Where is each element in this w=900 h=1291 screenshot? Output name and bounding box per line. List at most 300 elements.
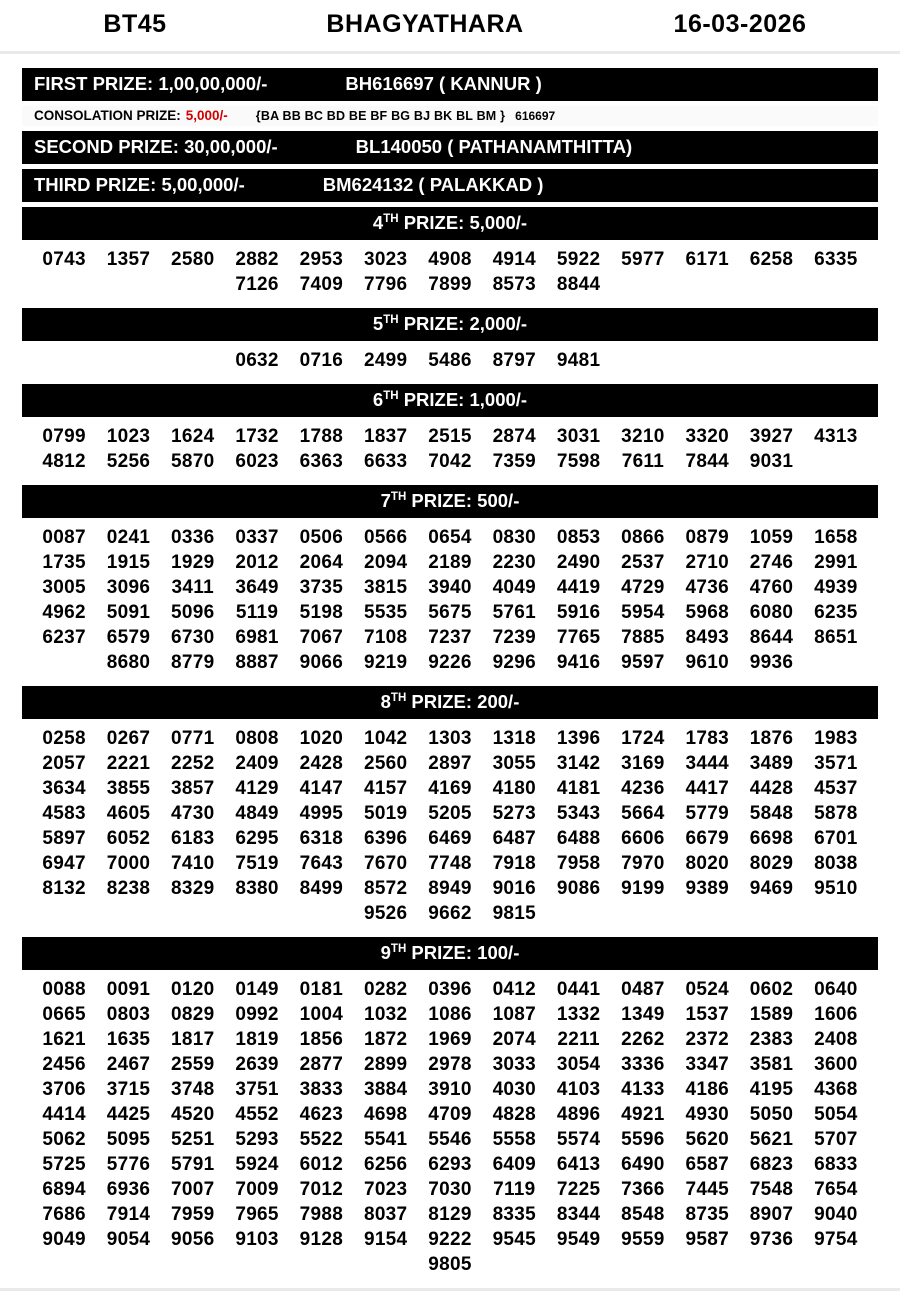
prize-number: 4939	[814, 577, 858, 598]
fourth-prize-ordinal: 4	[372, 212, 384, 233]
sixth-prize-block	[22, 384, 878, 475]
prize-number: 5119	[235, 602, 279, 623]
prize-number: 1624	[171, 426, 215, 447]
prize-number: 3715	[106, 1079, 151, 1100]
prize-number: 5251	[171, 1129, 215, 1150]
prize-number: 8344	[556, 1204, 601, 1225]
prize-number: 5707	[814, 1129, 858, 1150]
prize-number: 6237	[42, 627, 86, 648]
prize-number: 8907	[749, 1204, 794, 1225]
prize-number: 7067	[299, 627, 344, 648]
fifth-prize-ordinal: 5	[372, 313, 384, 334]
prize-number: 9296	[492, 652, 537, 673]
prize-number: 8380	[235, 878, 279, 899]
prize-number: 7108	[363, 627, 408, 648]
grid-spacer	[190, 350, 196, 372]
prize-number: 4914	[492, 249, 537, 270]
prize-number: 2211	[557, 1029, 600, 1050]
prize-number: 0396	[428, 979, 472, 1000]
prize-number: 0149	[235, 979, 279, 1000]
prize-number: 6363	[299, 451, 344, 472]
prize-number: 3735	[299, 577, 344, 598]
prize-number: 4698	[363, 1104, 408, 1125]
prize-number: 7885	[621, 627, 665, 648]
prize-number: 7000	[106, 853, 151, 874]
prize-number: 5486	[428, 350, 472, 371]
prize-number: 0879	[685, 527, 729, 548]
prize-number: 3884	[363, 1079, 408, 1100]
prize-number: 2882	[235, 249, 279, 270]
prize-number: 3571	[814, 753, 858, 774]
prize-number: 9086	[556, 878, 601, 899]
prize-number: 2372	[685, 1029, 729, 1050]
prize-number: 0803	[106, 1004, 151, 1025]
prize-number: 5621	[749, 1129, 794, 1150]
prize-number: 2428	[299, 753, 344, 774]
prize-number: 8493	[685, 627, 729, 648]
prize-number: 6701	[814, 828, 858, 849]
prize-number: 7126	[235, 274, 279, 295]
prize-number: 3169	[621, 753, 665, 774]
prize-number: 9031	[749, 451, 794, 472]
prize-number: 2559	[171, 1054, 215, 1075]
seventh-prize-ordinal-suffix: TH	[390, 490, 407, 503]
prize-number: 5968	[685, 602, 729, 623]
prize-number: 0632	[235, 350, 279, 371]
prize-number: 8680	[106, 652, 151, 673]
prize-number: 7796	[363, 274, 408, 295]
prize-number: 6487	[492, 828, 537, 849]
prize-number: 9610	[685, 652, 729, 673]
prize-number: 1735	[42, 552, 86, 573]
prize-number: 2874	[492, 426, 537, 447]
prize-number: 3005	[42, 577, 86, 598]
prize-number: 5535	[363, 602, 408, 623]
prize-number: 1318	[492, 728, 537, 749]
fifth-prize-numbers	[22, 346, 878, 374]
prize-number: 5916	[556, 602, 601, 623]
prize-number: 6335	[814, 249, 858, 270]
prize-number: 4623	[299, 1104, 344, 1125]
prize-number: 6183	[171, 828, 215, 849]
prize-number: 6587	[685, 1154, 729, 1175]
third-prize-bar	[22, 169, 878, 202]
prize-number: 9754	[814, 1229, 858, 1250]
prize-number: 1023	[106, 426, 151, 447]
prize-number: 8644	[749, 627, 794, 648]
prize-number: 4313	[814, 426, 858, 447]
prize-number: 5725	[42, 1154, 86, 1175]
prize-number: 4896	[556, 1104, 601, 1125]
prize-number: 9222	[428, 1229, 472, 1250]
prize-number: 5050	[749, 1104, 794, 1125]
prize-number: 3336	[621, 1054, 665, 1075]
grid-spacer	[190, 903, 196, 925]
prize-number: 9736	[749, 1229, 794, 1250]
prize-number: 1349	[621, 1004, 665, 1025]
prize-number: 5091	[106, 602, 151, 623]
first-prize-winner: BH616697 ( KANNUR )	[345, 73, 542, 94]
prize-number: 5293	[235, 1129, 279, 1150]
prize-number: 6469	[428, 828, 472, 849]
prize-number: 1357	[106, 249, 151, 270]
prize-number: 3855	[106, 778, 151, 799]
prize-number: 7009	[235, 1179, 279, 1200]
prize-number: 4729	[621, 577, 665, 598]
grid-spacer	[319, 903, 325, 925]
sixth-prize-numbers	[22, 422, 878, 475]
prize-number: 5273	[492, 803, 537, 824]
prize-number: 0241	[106, 527, 151, 548]
prize-number: 1837	[363, 426, 408, 447]
prize-number: 5779	[685, 803, 729, 824]
prize-number: 3054	[556, 1054, 601, 1075]
prize-number: 0487	[621, 979, 665, 1000]
prize-number: 6052	[106, 828, 151, 849]
prize-number: 9016	[492, 878, 537, 899]
prize-number: 8887	[235, 652, 279, 673]
prize-number: 8844	[556, 274, 601, 295]
prize-number: 6295	[235, 828, 279, 849]
prize-number: 2189	[428, 552, 472, 573]
prize-number: 9199	[621, 878, 665, 899]
prize-number: 3748	[171, 1079, 215, 1100]
prize-number: 4129	[235, 778, 279, 799]
prize-number: 8020	[685, 853, 729, 874]
third-prize-winner: BM624132 ( PALAKKAD )	[322, 174, 544, 195]
prize-number: 9226	[428, 652, 472, 673]
prize-number: 2252	[171, 753, 215, 774]
prize-number: 0654	[428, 527, 472, 548]
prize-number: 0602	[749, 979, 794, 1000]
ninth-prize-ordinal-suffix: TH	[390, 942, 407, 955]
prize-number: 6256	[363, 1154, 408, 1175]
prize-number: 2221	[106, 753, 151, 774]
prize-number: 3600	[814, 1054, 858, 1075]
grid-spacer	[190, 274, 196, 296]
prize-number: 0087	[42, 527, 86, 548]
prize-number: 5546	[428, 1129, 472, 1150]
prize-number: 4828	[492, 1104, 537, 1125]
prize-number: 9545	[492, 1229, 537, 1250]
prize-number: 7643	[299, 853, 344, 874]
second-prize-label: SECOND PRIZE: 30,00,000/-	[34, 136, 278, 157]
prize-number: 8037	[363, 1204, 408, 1225]
ninth-prize-ordinal: 9	[380, 942, 391, 963]
prize-number: 1537	[685, 1004, 729, 1025]
prize-number: 8949	[428, 878, 472, 899]
prize-number: 7548	[749, 1179, 794, 1200]
prize-number: 0120	[171, 979, 215, 1000]
prize-number: 5620	[685, 1129, 729, 1150]
consolation-prize-label: CONSOLATION PRIZE:	[34, 108, 181, 123]
prize-number: 5776	[106, 1154, 151, 1175]
prize-number: 7988	[299, 1204, 344, 1225]
fifth-prize-block	[22, 308, 878, 374]
prize-number: 6171	[685, 249, 729, 270]
prize-number: 0181	[299, 979, 344, 1000]
prize-number: 1042	[363, 728, 408, 749]
prize-number: 6833	[814, 1154, 858, 1175]
fourth-prize-ordinal-suffix: TH	[383, 212, 399, 225]
prize-number: 6488	[556, 828, 601, 849]
prize-number: 0412	[492, 979, 537, 1000]
consolation-prize-row	[22, 106, 878, 126]
prize-number: 4425	[106, 1104, 151, 1125]
prize-number: 9597	[621, 652, 665, 673]
ninth-prize-numbers	[22, 975, 878, 1278]
prize-number: 3927	[749, 426, 794, 447]
prize-number: 7914	[106, 1204, 151, 1225]
prize-number: 3347	[685, 1054, 729, 1075]
prize-number: 4417	[685, 778, 729, 799]
prize-number: 8779	[171, 652, 215, 673]
prize-number: 9049	[42, 1229, 86, 1250]
prize-number: 9510	[814, 878, 858, 899]
prize-number: 3210	[621, 426, 665, 447]
prize-number: 1876	[749, 728, 794, 749]
prize-number: 2639	[235, 1054, 279, 1075]
fifth-prize-label: PRIZE: 2,000/-	[398, 313, 528, 334]
prize-number: 6012	[299, 1154, 344, 1175]
prize-number: 3096	[106, 577, 151, 598]
ninth-prize-block	[22, 937, 878, 1278]
prize-number: 7844	[685, 451, 729, 472]
prize-number: 7970	[621, 853, 665, 874]
grid-spacer	[126, 274, 132, 296]
prize-number: 9040	[814, 1204, 858, 1225]
prize-number: 4186	[685, 1079, 729, 1100]
prize-number: 1059	[749, 527, 794, 548]
prize-number: 0799	[42, 426, 86, 447]
prize-number: 5664	[621, 803, 665, 824]
prize-number: 4180	[492, 778, 537, 799]
prize-number: 7765	[556, 627, 601, 648]
prize-number: 6894	[42, 1179, 86, 1200]
prize-number: 3142	[556, 753, 601, 774]
prize-number: 6947	[42, 853, 86, 874]
grid-spacer	[254, 903, 260, 925]
prize-number: 0716	[299, 350, 344, 371]
prize-number: 1819	[235, 1029, 279, 1050]
prize-number: 9054	[106, 1229, 151, 1250]
prize-number: 5019	[363, 803, 408, 824]
lottery-name: BHAGYATHARA	[326, 10, 524, 38]
prize-number: 9469	[749, 878, 794, 899]
prize-number: 4414	[42, 1104, 86, 1125]
prize-number: 1396	[556, 728, 601, 749]
prize-number: 4583	[42, 803, 86, 824]
eighth-prize-numbers	[22, 724, 878, 927]
prize-number: 6679	[685, 828, 729, 849]
fifth-prize-bar	[22, 308, 878, 341]
prize-number: 8132	[42, 878, 86, 899]
prize-number: 4049	[492, 577, 537, 598]
eighth-prize-ordinal-suffix: TH	[390, 691, 407, 704]
prize-number: 8651	[814, 627, 858, 648]
prize-number: 2978	[428, 1054, 472, 1075]
prize-number: 5096	[171, 602, 215, 623]
prize-number: 0441	[556, 979, 601, 1000]
sixth-prize-bar	[22, 384, 878, 417]
prize-number: 4181	[556, 778, 601, 799]
seventh-prize-block	[22, 485, 878, 676]
prize-number: 2383	[749, 1029, 794, 1050]
consolation-prize-amount: 5,000/-	[185, 108, 228, 123]
prize-number: 1032	[363, 1004, 408, 1025]
prize-number: 5062	[42, 1129, 86, 1150]
sixth-prize-ordinal: 6	[372, 389, 384, 410]
prize-number: 2515	[428, 426, 472, 447]
prize-number: 7654	[814, 1179, 858, 1200]
prize-number: 7686	[42, 1204, 86, 1225]
prize-number: 9662	[428, 903, 472, 924]
prize-number: 8573	[492, 274, 537, 295]
prize-number: 5848	[749, 803, 794, 824]
prize-number: 8548	[621, 1204, 665, 1225]
prize-number: 1817	[171, 1029, 215, 1050]
prize-number: 5596	[621, 1129, 665, 1150]
prize-number: 0506	[299, 527, 344, 548]
draw-date: 16-03-2026	[673, 10, 807, 38]
prize-number: 6606	[621, 828, 665, 849]
prize-number: 9559	[621, 1229, 665, 1250]
prize-number: 9056	[171, 1229, 215, 1250]
prize-number: 9066	[299, 652, 344, 673]
fourth-prize-numbers	[22, 245, 878, 298]
third-prize-label: THIRD PRIZE: 5,00,000/-	[34, 174, 245, 195]
prize-number: 9549	[556, 1229, 601, 1250]
grid-spacer	[126, 350, 132, 372]
prize-number: 1724	[621, 728, 665, 749]
prize-number: 4730	[171, 803, 215, 824]
prize-number: 6258	[749, 249, 794, 270]
prize-number: 7119	[493, 1179, 536, 1200]
prize-number: 7748	[428, 853, 472, 874]
prize-number: 5761	[492, 602, 537, 623]
prize-number: 4605	[106, 803, 151, 824]
prize-number: 4157	[363, 778, 408, 799]
prize-number: 4195	[749, 1079, 794, 1100]
prize-number: 9416	[556, 652, 601, 673]
prize-number: 9103	[235, 1229, 279, 1250]
first-prize-label: FIRST PRIZE: 1,00,00,000/-	[34, 73, 268, 94]
prize-number: 5977	[621, 249, 665, 270]
ninth-prize-bar	[22, 937, 878, 970]
prize-number: 6235	[814, 602, 858, 623]
prize-number: 7899	[428, 274, 472, 295]
prize-number: 3489	[749, 753, 794, 774]
prize-number: 3320	[685, 426, 729, 447]
prize-number: 0808	[235, 728, 279, 749]
prize-number: 6023	[235, 451, 279, 472]
header-divider	[0, 51, 900, 54]
prize-number: 4537	[814, 778, 858, 799]
prize-number: 9936	[749, 652, 794, 673]
prize-number: 7519	[235, 853, 279, 874]
prize-number: 4736	[685, 577, 729, 598]
results-body	[0, 68, 900, 1278]
prize-number: 2262	[621, 1029, 665, 1050]
second-prize-winner: BL140050 ( PATHANAMTHITTA)	[355, 136, 633, 157]
fourth-prize-label: PRIZE: 5,000/-	[398, 212, 528, 233]
prize-number: 0743	[42, 249, 86, 270]
prize-number: 7410	[171, 853, 215, 874]
prize-number: 5791	[171, 1154, 215, 1175]
prize-number: 6698	[749, 828, 794, 849]
grid-spacer	[61, 903, 67, 925]
lottery-code: BT45	[103, 10, 167, 38]
first-prize-bar	[22, 68, 878, 101]
prize-number: 2953	[299, 249, 344, 270]
prize-number: 6318	[299, 828, 344, 849]
prize-number: 0258	[42, 728, 86, 749]
prize-number: 4428	[749, 778, 794, 799]
prize-number: 6823	[749, 1154, 794, 1175]
prize-number: 3815	[363, 577, 408, 598]
seventh-prize-label: PRIZE: 500/-	[406, 490, 520, 511]
prize-number: 4760	[749, 577, 794, 598]
prize-number: 1856	[299, 1029, 344, 1050]
prize-number: 8029	[749, 853, 794, 874]
prize-number: 5095	[106, 1129, 151, 1150]
prize-number: 6409	[492, 1154, 537, 1175]
prize-number: 9815	[492, 903, 537, 924]
prize-number: 2877	[299, 1054, 344, 1075]
prize-number: 7239	[492, 627, 537, 648]
prize-number: 3706	[42, 1079, 86, 1100]
prize-number: 4103	[556, 1079, 601, 1100]
consolation-series-list: {BA BB BC BD BE BF BG BJ BK BL BM }	[255, 109, 506, 123]
prize-number: 8797	[492, 350, 537, 371]
prize-number: 7042	[428, 451, 472, 472]
prize-number: 6293	[428, 1154, 472, 1175]
prize-number: 1983	[814, 728, 858, 749]
grid-spacer	[61, 350, 67, 372]
prize-number: 6981	[235, 627, 279, 648]
seventh-prize-numbers	[22, 523, 878, 676]
prize-number: 5205	[428, 803, 472, 824]
prize-number: 0267	[106, 728, 151, 749]
prize-number: 3581	[749, 1054, 794, 1075]
prize-number: 0640	[814, 979, 858, 1000]
prize-number: 8329	[171, 878, 215, 899]
prize-number: 4419	[556, 577, 601, 598]
prize-number: 5924	[235, 1154, 279, 1175]
prize-number: 1915	[106, 552, 151, 573]
seventh-prize-bar	[22, 485, 878, 518]
prize-number: 2710	[685, 552, 729, 573]
prize-number: 1658	[814, 527, 858, 548]
prize-number: 2057	[42, 753, 86, 774]
prize-number: 3649	[235, 577, 279, 598]
prize-number: 2746	[749, 552, 794, 573]
prize-number: 3444	[685, 753, 729, 774]
page-header	[0, 0, 900, 51]
prize-number: 2094	[363, 552, 408, 573]
prize-number: 2408	[814, 1029, 858, 1050]
prize-number: 9805	[428, 1254, 472, 1275]
prize-number: 6730	[171, 627, 215, 648]
prize-number: 1086	[428, 1004, 472, 1025]
prize-number: 8238	[106, 878, 151, 899]
prize-number: 9389	[685, 878, 729, 899]
prize-number: 7958	[556, 853, 601, 874]
prize-number: 7359	[492, 451, 537, 472]
prize-number: 0992	[235, 1004, 279, 1025]
prize-number: 7670	[363, 853, 408, 874]
eighth-prize-block	[22, 686, 878, 927]
